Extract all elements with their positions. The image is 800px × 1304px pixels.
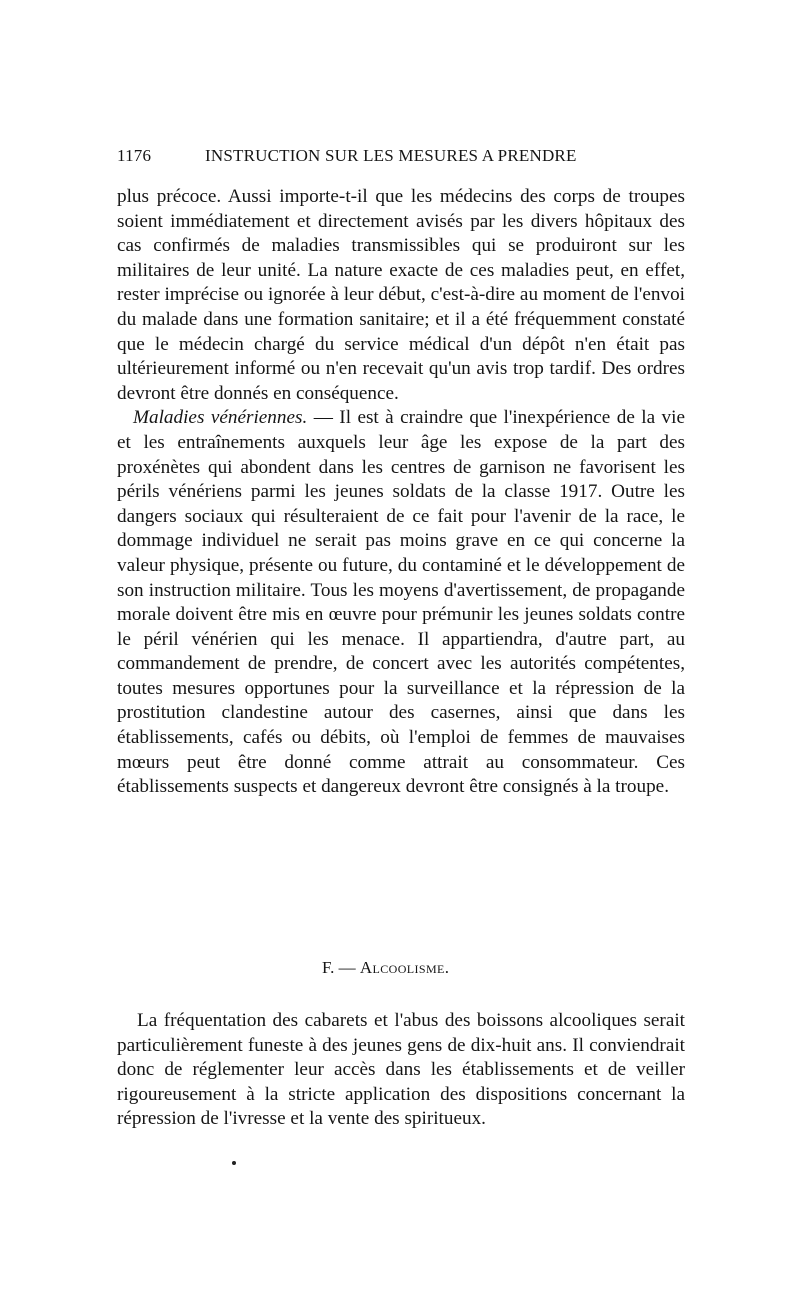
- page-header: [117, 146, 685, 172]
- running-title: INSTRUCTION SUR LES MESURES A PRENDRE: [205, 146, 577, 165]
- paragraph-venereal-diseases: [117, 406, 685, 800]
- main-text-block: [117, 185, 685, 800]
- print-speck: [232, 1161, 236, 1165]
- paragraph-alcoholism: La fréquentation des cabarets et l'abus des boissons alcooliques serait particulièrement funeste à des jeunes gens de dix-huit ans. Il conviendrait donc de réglementer leur accès dans les établissements et de veiller rigoureusement à la stricte application des dispositions concernant la répression de l'ivresse et la vente des spiritueux.: [117, 1010, 685, 1130]
- paragraph-precocity: plus précoce. Aussi importe-t-il que les médecins des corps de troupes soient immédiatement et directement avisés par les divers hôpitaux des cas confirmés de maladies transmissibles qui se produiront sur les militaires de leur unité. La nature exacte de ces maladies peut, en effet, rester imprécise ou ignorée à leur début, c'est-à-dire au moment de l'envoi du malade dans une formation sanitaire; et il a été fréquemment constaté que le médecin chargé du service médical d'un dépôt n'en était pas ultérieurement informé ou n'en recevait qu'un avis trop tardif. Des ordres devront être donnés en conséquence.: [117, 186, 685, 404]
- paragraph-lead-title: Maladies vénériennes.: [133, 407, 308, 429]
- paragraph-body: — Il est à craindre que l'inexpérience de la vie et les entraînements auxquels leur âge les expose de la part des proxénètes qui abondent dans les centres de garnison ne favorisent les périls vénériens parmi les jeunes soldats de la classe 1917. Outre les dangers sociaux qui résulteraient de ce fait pour l'avenir de la race, le dommage individuel ne serait pas moins grave en ce qui concerne la valeur physique, présente ou future, du contaminé et le développement de son instruction militaire. Tous les moyens d'avertissement, de propagande morale doivent être mis en œuvre pour prémunir les jeunes soldats contre le péril vénérien qui les menace. Il appartiendra, d'autre part, au commandement de prendre, de concert avec les autorités compétentes, toutes mesures opportunes pour la surveillance et la répression de la prostitution clandestine autour des casernes, ainsi que dans les établissements, cafés ou débits, où l'emploi de femmes de mauvaises mœurs peut être donné comme attrait au consommateur. Ces établissements suspects et dangereux devront être consignés à la troupe.: [117, 407, 685, 798]
- section-heading-alcoholism: [322, 958, 542, 978]
- section-heading-prefix: F. —: [322, 958, 360, 977]
- page-number: 1176: [117, 146, 152, 165]
- alcoholism-text-block: [117, 1009, 685, 1132]
- section-heading-title: Alcoolisme.: [359, 958, 450, 977]
